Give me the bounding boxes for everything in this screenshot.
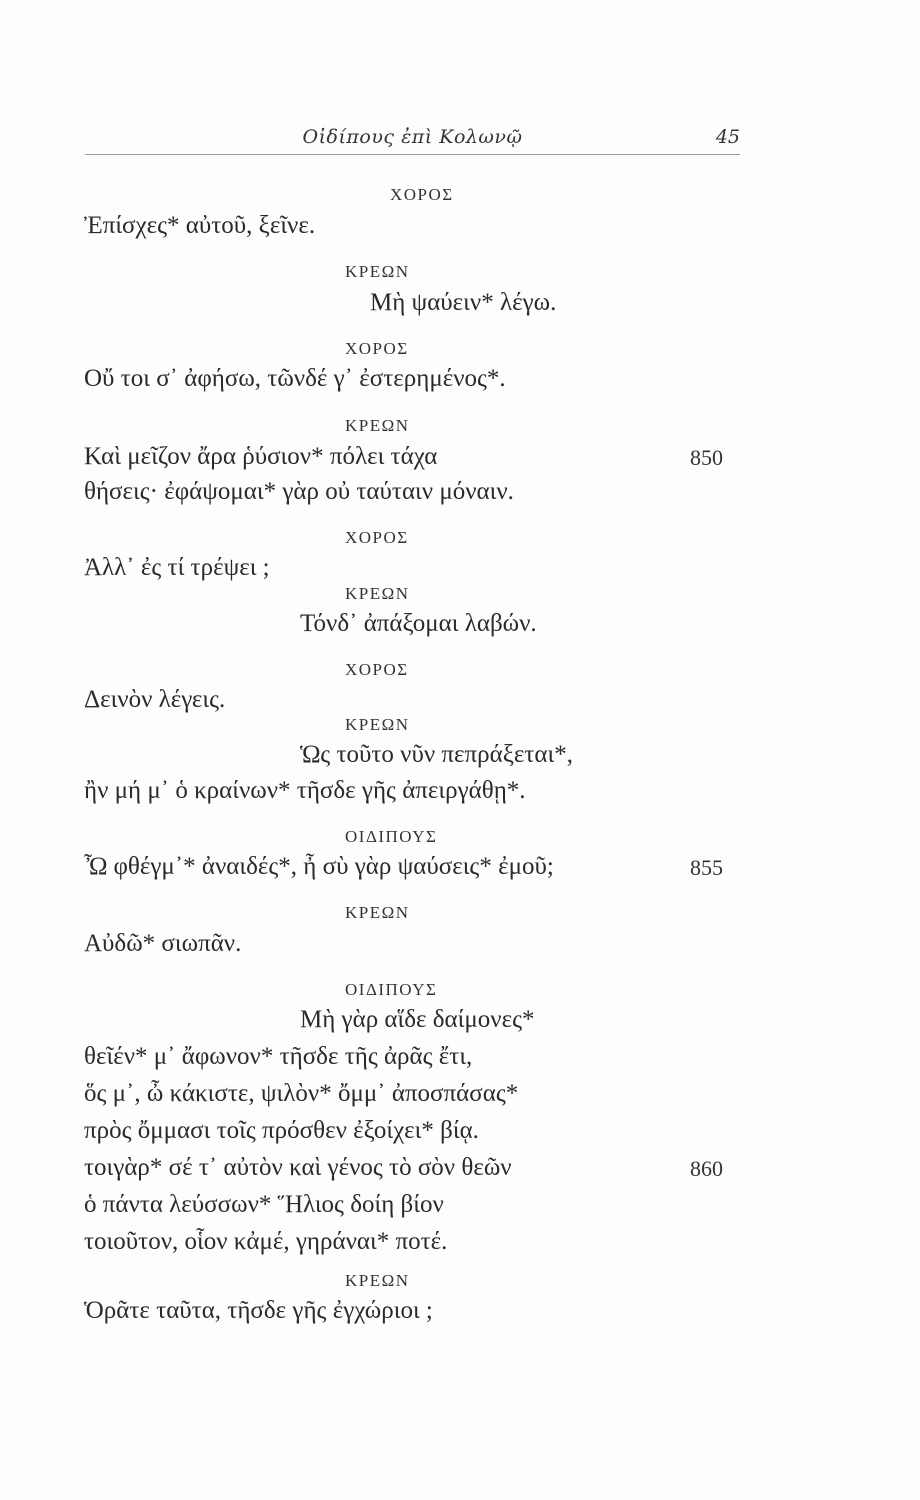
verse-line: ἢν μή μ᾽ ὁ κραίνων* τῆσδε γῆς ἀπειργάθῃ*. (84, 777, 526, 804)
verse-line: πρὸς ὄμμασι τοῖς πρόσθεν ἐξοίχει* βίᾳ. (84, 1117, 479, 1144)
verse-line: τοιοῦτον, οἷον κἀμέ, γηράναι* ποτέ. (84, 1228, 448, 1255)
page-number: 45 (715, 126, 740, 148)
verse-line: ὅς μ᾽, ὦ κάκιστε, ψιλὸν* ὄμμ᾽ ἀποσπάσας* (84, 1080, 519, 1107)
speaker-label: ΧΟΡΟΣ (345, 339, 409, 358)
verse-line: Καὶ μεῖζον ἄρα ῥύσιον* πόλει τάχα (84, 443, 438, 470)
running-head-title: Οἰδίπους ἐπὶ Κολωνῷ (302, 126, 523, 148)
line-number: 850 (690, 445, 723, 470)
verse-line: Μὴ ψαύειν* λέγω. (370, 289, 557, 316)
verse-line: ὁ πάντα λεύσσων* Ἥλιος δοίη βίον (84, 1191, 444, 1218)
speaker-label: ΚΡΕΩΝ (345, 715, 410, 734)
verse-line: Μὴ γὰρ αἵδε δαίμονες* (300, 1006, 535, 1033)
verse-line: Δεινὸν λέγεις. (84, 686, 226, 713)
verse-line: θήσεις· ἐφάψομαι* γὰρ οὐ ταύταιν μόναιν. (84, 478, 514, 505)
running-head (85, 124, 740, 155)
speaker-label: ΚΡΕΩΝ (345, 1271, 410, 1290)
speaker-label: ΚΡΕΩΝ (345, 416, 410, 435)
verse-line: Ὡς τοῦτο νῦν πεπράξεται*, (300, 741, 573, 768)
speaker-label: ΚΡΕΩΝ (345, 262, 410, 281)
speaker-label: ΟΙΔΙΠΟΥΣ (345, 980, 438, 999)
verse-line: Ὦ φθέγμ᾽* ἀναιδές*, ἦ σὺ γὰρ ψαύσεις* ἐμοῦ; (84, 853, 554, 880)
speaker-label: ΟΙΔΙΠΟΥΣ (345, 827, 438, 846)
line-number: 855 (690, 855, 723, 880)
verse-line: Τόνδ᾽ ἀπάξομαι λαβών. (300, 610, 537, 637)
verse-line: τοιγὰρ* σέ τ᾽ αὐτὸν καὶ γένος τὸ σὸν θεῶν (84, 1154, 512, 1181)
verse-line: Ὁρᾶτε ταῦτα, τῆσδε γῆς ἐγχώριοι ; (84, 1297, 433, 1324)
speaker-label: ΧΟΡΟΣ (390, 185, 454, 204)
line-number: 860 (690, 1156, 723, 1181)
verse-line: Αὐδῶ* σιωπᾶν. (84, 930, 242, 957)
verse-line: θεῖέν* μ᾽ ἄφωνον* τῆσδε τῆς ἀρᾶς ἔτι, (84, 1043, 473, 1070)
speaker-label: ΚΡΕΩΝ (345, 584, 410, 603)
speaker-label: ΧΟΡΟΣ (345, 528, 409, 547)
verse-line: Ἀλλ᾽ ἐς τί τρέψει ; (84, 554, 270, 581)
verse-line: Ἐπίσχες* αὐτοῦ, ξεῖνε. (84, 212, 316, 239)
verse-line: Οὔ τοι σ᾽ ἀφήσω, τῶνδέ γ᾽ ἐστερημένος*. (84, 365, 506, 392)
speaker-label: ΧΟΡΟΣ (345, 660, 409, 679)
speaker-label: ΚΡΕΩΝ (345, 903, 410, 922)
